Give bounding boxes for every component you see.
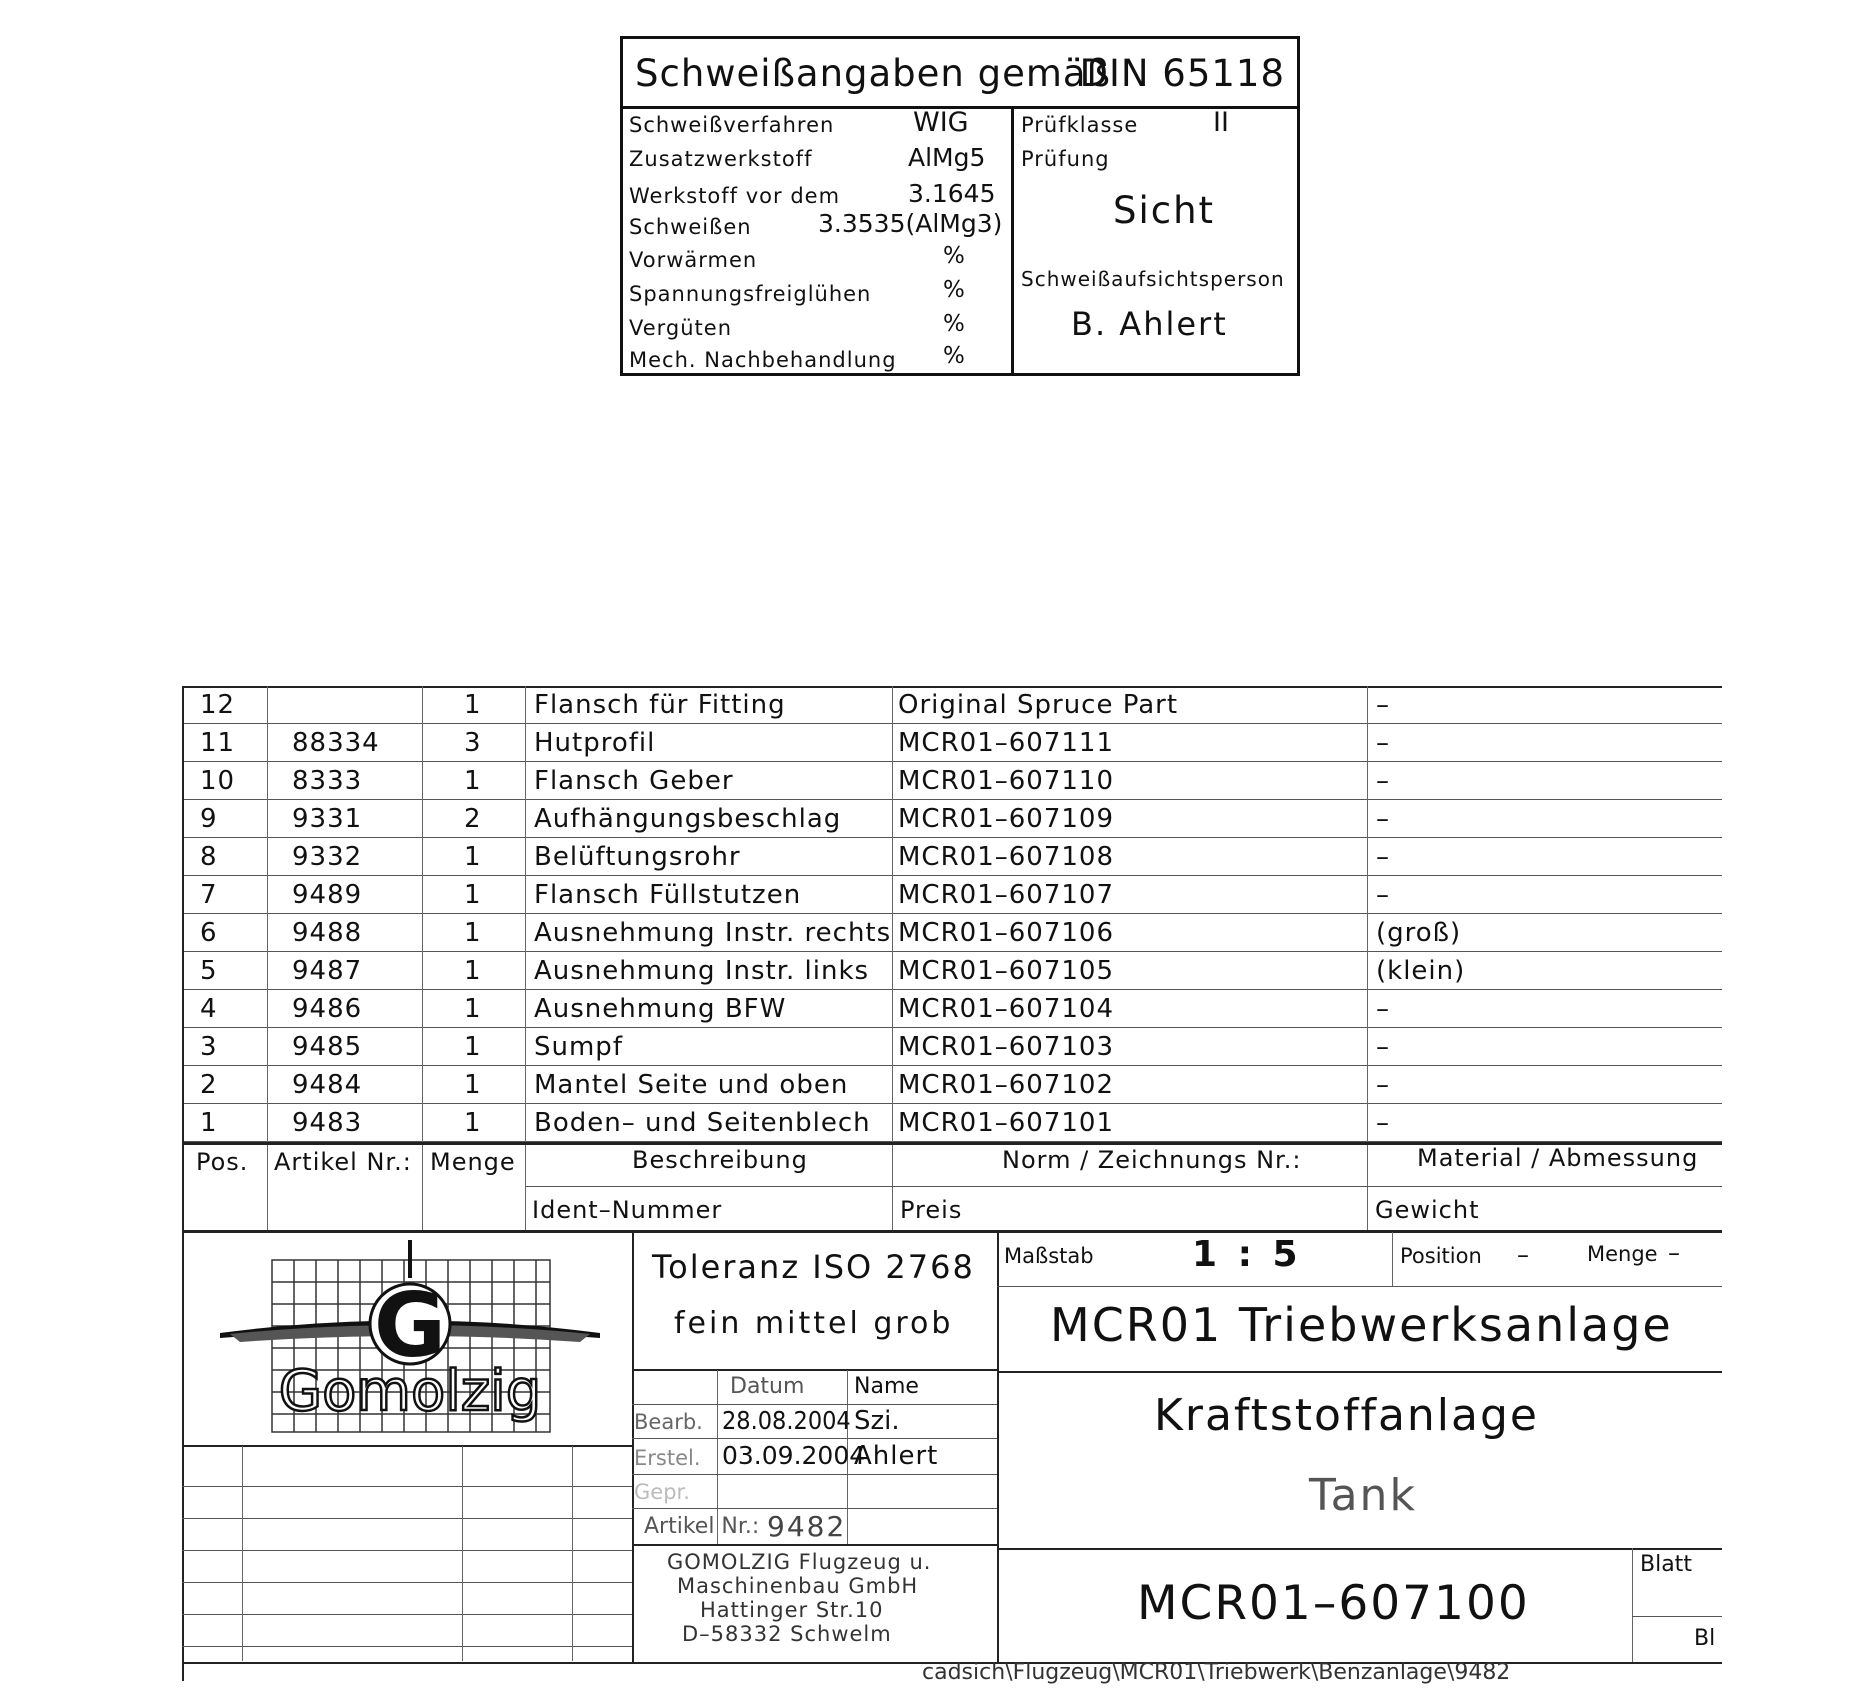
header-gewicht: Gewicht [1375, 1196, 1480, 1224]
weld-value-verfahren: WIG [913, 107, 969, 138]
row-beschreibung: Hutprofil [534, 728, 656, 758]
header-preis: Preis [900, 1196, 963, 1224]
row-artikel: 9332 [292, 842, 363, 872]
supervisor-label: Schweißaufsichtsperson [1021, 267, 1285, 291]
weld-value-mech: % [943, 343, 965, 369]
col-sep-pos [267, 686, 268, 1232]
subtitle-tank: Tank [1309, 1470, 1417, 1521]
col-sep-norm [1367, 686, 1368, 1232]
subtitle-bottom-line [997, 1548, 1722, 1550]
weld-label-verfahren: Schweißverfahren [629, 113, 835, 137]
row-menge: 1 [464, 994, 482, 1024]
row-norm: MCR01–607101 [898, 1108, 1114, 1138]
row-artikel: 9486 [292, 994, 363, 1024]
weld-value-vorwaermen: % [943, 243, 965, 269]
row-artikel: 9487 [292, 956, 363, 986]
row-beschreibung: Aufhängungsbeschlag [534, 804, 842, 834]
row-material: – [1376, 766, 1390, 796]
dn-bottom-line [632, 1544, 997, 1546]
erstel-label: Erstel. [634, 1446, 701, 1470]
table-row [182, 990, 1722, 1028]
bearb-name: Szi. [854, 1406, 900, 1436]
drawing-number: MCR01–607100 [1137, 1576, 1530, 1631]
welding-standard: DIN 65118 [1079, 52, 1285, 95]
col-left-border [182, 686, 184, 1681]
company-logo [220, 1238, 610, 1438]
left-grid-line [182, 1646, 632, 1647]
tol-bottom-line [632, 1369, 997, 1371]
weld-value-schweissen: 3.3535(AlMg3) [818, 209, 1003, 238]
company-line1: GOMOLZIG Flugzeug u. [667, 1550, 932, 1574]
row-norm: Original Spruce Part [898, 690, 1179, 720]
left-grid-line [182, 1614, 632, 1615]
left-grid-line [182, 1486, 632, 1487]
row-menge: 1 [464, 880, 482, 910]
row-artikel: 9485 [292, 1032, 363, 1062]
row-menge: 1 [464, 1108, 482, 1138]
weld-label-zusatz: Zusatzwerkstoff [629, 147, 813, 171]
table-row [182, 686, 1722, 724]
svg-text:G: G [373, 1274, 447, 1377]
pruefklasse-label: Prüfklasse [1021, 113, 1139, 137]
header-beschreibung: Beschreibung [632, 1146, 808, 1174]
col-sep-artikel [422, 686, 423, 1232]
gepr-label: Gepr. [634, 1480, 690, 1504]
weld-value-spannung: % [943, 277, 965, 303]
header-menge: Menge [430, 1148, 516, 1176]
left-grid-vline [462, 1446, 463, 1661]
row-beschreibung: Belüftungsrohr [534, 842, 741, 872]
row-pos: 5 [200, 956, 218, 986]
header-bottom-line [182, 1230, 1722, 1233]
row-artikel: 9484 [292, 1070, 363, 1100]
row-norm: MCR01–607105 [898, 956, 1114, 986]
supervisor-value: B. Ahlert [1071, 305, 1228, 343]
row-artikel: 8333 [292, 766, 363, 796]
row-material: – [1376, 728, 1390, 758]
scale-bottom-line [997, 1286, 1722, 1287]
dn-hline [632, 1438, 997, 1439]
header-norm: Norm / Zeichnungs Nr.: [1002, 1146, 1302, 1174]
row-artikel: 9489 [292, 880, 363, 910]
row-norm: MCR01–607104 [898, 994, 1114, 1024]
row-norm: MCR01–607110 [898, 766, 1114, 796]
drawing-sheet [182, 686, 1722, 1685]
row-material: – [1376, 1070, 1390, 1100]
table-row [182, 800, 1722, 838]
table-row [182, 1104, 1722, 1142]
left-grid-line [182, 1518, 632, 1519]
weld-label-werkstoff: Werkstoff vor dem [629, 184, 841, 208]
row-beschreibung: Ausnehmung Instr. links [534, 956, 870, 986]
row-pos: 9 [200, 804, 218, 834]
blatt-label: Blatt [1640, 1552, 1692, 1577]
company-line3: Hattinger Str.10 [700, 1598, 884, 1622]
subtitle-kraftstoff: Kraftstoffanlage [1154, 1390, 1539, 1441]
company-line4: D–58332 Schwelm [682, 1622, 892, 1646]
table-row [182, 952, 1722, 990]
row-pos: 6 [200, 918, 218, 948]
row-menge: 1 [464, 956, 482, 986]
row-pos: 11 [200, 728, 236, 758]
row-beschreibung: Boden– und Seitenblech [534, 1108, 871, 1138]
project-title: MCR01 Triebwerksanlage [1050, 1298, 1673, 1352]
tb-sep-center [997, 1232, 999, 1662]
pruefung-value: Sicht [1113, 189, 1216, 232]
row-menge: 1 [464, 690, 482, 720]
row-norm: MCR01–607106 [898, 918, 1114, 948]
row-pos: 7 [200, 880, 218, 910]
massstab-label: Maßstab [1004, 1244, 1094, 1268]
row-norm: MCR01–607111 [898, 728, 1114, 758]
row-pos: 10 [200, 766, 236, 796]
datum-label: Datum [730, 1374, 805, 1399]
row-beschreibung: Flansch Geber [534, 766, 734, 796]
left-grid-line [182, 1550, 632, 1551]
row-pos: 3 [200, 1032, 218, 1062]
row-material: – [1376, 994, 1390, 1024]
row-pos: 2 [200, 1070, 218, 1100]
welding-divider [1011, 109, 1014, 376]
row-norm: MCR01–607109 [898, 804, 1114, 834]
row-artikel: 9488 [292, 918, 363, 948]
bl-label: Bl [1694, 1626, 1716, 1651]
row-norm: MCR01–607107 [898, 880, 1114, 910]
menge-value: – [1668, 1239, 1680, 1267]
row-beschreibung: Flansch für Fitting [534, 690, 786, 720]
row-artikel: 9483 [292, 1108, 363, 1138]
left-grid-vline [572, 1446, 573, 1661]
left-grid-vline [242, 1446, 243, 1661]
row-beschreibung: Flansch Füllstutzen [534, 880, 802, 910]
erstel-name: Ahlert [854, 1441, 939, 1471]
header-mid-line [525, 1186, 1722, 1187]
pruefklasse-value: II [1213, 107, 1229, 138]
weld-value-werkstoff: 3.1645 [908, 179, 996, 208]
table-row [182, 1028, 1722, 1066]
row-menge: 1 [464, 842, 482, 872]
row-norm: MCR01–607103 [898, 1032, 1114, 1062]
massstab-value: 1 : 5 [1192, 1234, 1302, 1275]
row-material: – [1376, 1032, 1390, 1062]
tolerance-line1: Toleranz ISO 2768 [652, 1248, 975, 1286]
row-pos: 8 [200, 842, 218, 872]
position-label: Position [1400, 1244, 1482, 1268]
row-menge: 2 [464, 804, 482, 834]
weld-label-verguten: Vergüten [629, 316, 733, 340]
welding-spec-title [623, 39, 1297, 109]
table-row [182, 762, 1722, 800]
artikel-label: Artikel Nr.: [644, 1514, 760, 1539]
dn-hline [632, 1508, 997, 1509]
row-pos: 1 [200, 1108, 218, 1138]
blatt-hline [1632, 1616, 1722, 1617]
row-menge: 1 [464, 918, 482, 948]
row-material: – [1376, 880, 1390, 910]
table-row [182, 1066, 1722, 1104]
header-artikel: Artikel Nr.: [274, 1148, 412, 1176]
table-row [182, 724, 1722, 762]
welding-spec-box [620, 36, 1300, 376]
left-grid-line [182, 1582, 632, 1583]
bearb-label: Bearb. [634, 1410, 703, 1434]
row-beschreibung: Sumpf [534, 1032, 623, 1062]
row-beschreibung: Ausnehmung BFW [534, 994, 787, 1024]
row-menge: 1 [464, 766, 482, 796]
company-line2: Maschinenbau GmbH [677, 1574, 919, 1598]
erstel-date: 03.09.2004 [722, 1441, 866, 1470]
table-row [182, 876, 1722, 914]
dn-hline [632, 1404, 997, 1405]
logo-bottom-line [182, 1445, 632, 1447]
row-artikel: 88334 [292, 728, 380, 758]
project-bottom-line [997, 1371, 1722, 1373]
row-norm: MCR01–607102 [898, 1070, 1114, 1100]
file-path: cadsich\Flugzeug\MCR01\Triebwerk\Benzanlage\9482 [922, 1660, 1511, 1685]
table-row [182, 914, 1722, 952]
blatt-sep [1632, 1548, 1633, 1662]
header-material: Material / Abmessung [1417, 1144, 1699, 1172]
row-material: – [1376, 804, 1390, 834]
row-norm: MCR01–607108 [898, 842, 1114, 872]
weld-label-spannung: Spannungsfreiglühen [629, 282, 872, 306]
row-menge: 1 [464, 1070, 482, 1100]
table-row [182, 838, 1722, 876]
welding-title-text: Schweißangaben gemäß [635, 52, 1111, 95]
weld-label-mech: Mech. Nachbehandlung [629, 348, 897, 372]
header-ident: Ident–Nummer [532, 1196, 723, 1224]
artikel-value: 9482 [767, 1510, 847, 1543]
row-menge: 1 [464, 1032, 482, 1062]
bearb-date: 28.08.2004 [722, 1406, 851, 1435]
row-menge: 3 [464, 728, 482, 758]
weld-label-schweissen: Schweißen [629, 215, 752, 239]
weld-label-vorwaermen: Vorwärmen [629, 248, 758, 272]
row-material: – [1376, 842, 1390, 872]
weld-value-verguten: % [943, 311, 965, 337]
row-pos: 4 [200, 994, 218, 1024]
header-pos: Pos. [196, 1148, 249, 1176]
position-value: – [1517, 1241, 1529, 1269]
row-pos: 12 [200, 690, 236, 720]
svg-text:Gomolzig: Gomolzig [278, 1359, 542, 1424]
col-sep-menge [525, 686, 526, 1232]
row-material: – [1376, 690, 1390, 720]
logo-graphic [220, 1238, 610, 1438]
scale-sep [1392, 1232, 1393, 1286]
dn-hline [632, 1474, 997, 1475]
row-artikel: 9331 [292, 804, 363, 834]
pruefung-label: Prüfung [1021, 147, 1110, 171]
weld-value-zusatz: AlMg5 [908, 143, 986, 172]
tolerance-line2: fein mittel grob [674, 1306, 954, 1341]
name-label: Name [854, 1374, 919, 1399]
row-material: – [1376, 1108, 1390, 1138]
row-material: (groß) [1376, 918, 1462, 948]
col-sep-beschreibung [892, 686, 893, 1232]
row-material: (klein) [1376, 956, 1466, 986]
row-beschreibung: Mantel Seite und oben [534, 1070, 849, 1100]
row-beschreibung: Ausnehmung Instr. rechts [534, 918, 892, 948]
menge-label: Menge [1587, 1242, 1658, 1266]
